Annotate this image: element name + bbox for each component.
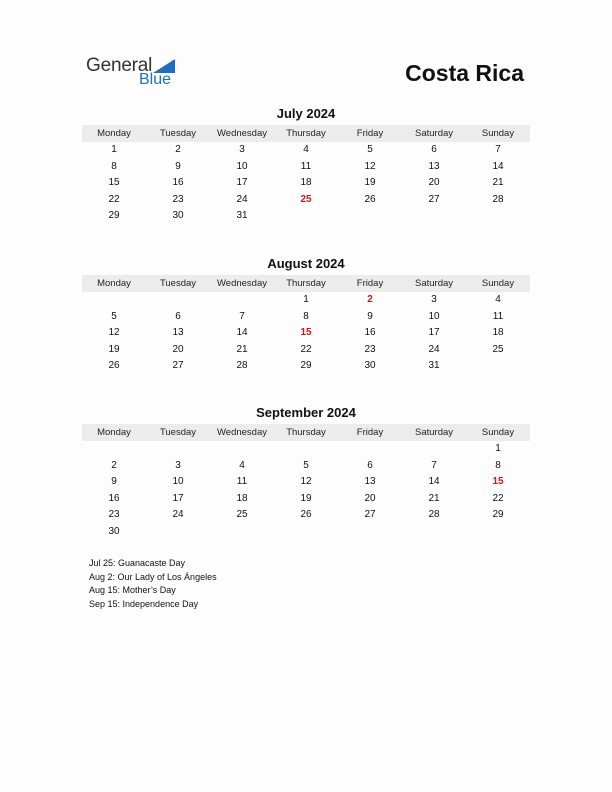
day-cell: 3 bbox=[175, 459, 181, 471]
day-cell: 27 bbox=[428, 193, 440, 205]
day-cell: 13 bbox=[428, 160, 440, 172]
week-row bbox=[82, 175, 530, 192]
weekday-label: Friday bbox=[356, 278, 384, 289]
day-cell: 10 bbox=[236, 160, 248, 172]
day-cell: 9 bbox=[111, 476, 117, 487]
day-cell: 13 bbox=[172, 327, 184, 338]
day-cell: 5 bbox=[111, 310, 117, 322]
week-row bbox=[82, 292, 530, 309]
day-cell: 11 bbox=[492, 310, 504, 322]
day-cell bbox=[146, 441, 210, 458]
day-cell: 6 bbox=[175, 310, 181, 322]
day-cell: 17 bbox=[236, 177, 248, 188]
day-cell: 22 bbox=[108, 193, 120, 205]
day-cell: 24 bbox=[428, 343, 440, 355]
day-cell: 23 bbox=[364, 343, 376, 355]
weekday-label: Friday bbox=[356, 128, 384, 139]
weekday-label: Saturday bbox=[414, 128, 454, 139]
day-cell: 12 bbox=[300, 476, 312, 487]
weekday-label: Thursday bbox=[286, 427, 326, 438]
day-cell: 26 bbox=[300, 509, 312, 520]
day-cell: 26 bbox=[364, 193, 376, 205]
day-cell: 21 bbox=[236, 343, 248, 355]
day-cell: 1 bbox=[111, 144, 117, 155]
weekday-label: Sunday bbox=[481, 278, 515, 289]
day-cell bbox=[274, 441, 338, 458]
day-cell: 22 bbox=[492, 492, 504, 504]
month-title: September 2024 bbox=[256, 405, 356, 420]
month-calendar-july bbox=[82, 106, 530, 225]
day-cell: 29 bbox=[108, 210, 120, 221]
day-cell: 28 bbox=[236, 360, 248, 371]
day-cell: 28 bbox=[428, 509, 440, 520]
day-cell: 19 bbox=[364, 177, 376, 188]
weekday-label: Saturday bbox=[414, 427, 454, 438]
day-cell: 11 bbox=[236, 476, 248, 487]
weekday-label: Sunday bbox=[481, 427, 515, 438]
day-cell bbox=[466, 524, 530, 541]
day-cell: 13 bbox=[364, 476, 376, 487]
holiday-day-cell: 15 bbox=[492, 476, 504, 487]
month-title: August 2024 bbox=[267, 256, 345, 271]
day-cell: 18 bbox=[236, 492, 248, 504]
weekday-header-row bbox=[82, 424, 530, 441]
day-cell: 21 bbox=[492, 177, 504, 188]
day-cell bbox=[82, 441, 146, 458]
day-cell: 23 bbox=[108, 509, 120, 520]
day-cell bbox=[210, 292, 274, 309]
day-cell: 10 bbox=[172, 476, 184, 487]
day-cell: 26 bbox=[108, 360, 120, 371]
week-row bbox=[82, 142, 530, 159]
day-cell: 2 bbox=[111, 459, 117, 471]
day-cell: 9 bbox=[367, 310, 373, 322]
week-row bbox=[82, 309, 530, 326]
day-cell bbox=[338, 524, 402, 541]
day-cell bbox=[210, 441, 274, 458]
day-cell: 18 bbox=[492, 327, 504, 338]
day-cell bbox=[402, 208, 466, 225]
week-row bbox=[82, 474, 530, 491]
day-cell: 7 bbox=[239, 310, 245, 322]
day-cell bbox=[146, 292, 210, 309]
week-row bbox=[82, 208, 530, 225]
weekday-label: Monday bbox=[97, 278, 131, 289]
weekday-label: Wednesday bbox=[217, 278, 267, 289]
day-cell: 31 bbox=[236, 210, 248, 221]
day-cell: 9 bbox=[175, 160, 181, 172]
day-cell: 1 bbox=[495, 443, 501, 454]
day-cell: 29 bbox=[300, 360, 312, 371]
week-row bbox=[82, 358, 530, 375]
day-cell: 14 bbox=[236, 327, 248, 338]
day-cell: 4 bbox=[239, 459, 245, 471]
day-cell: 30 bbox=[364, 360, 376, 371]
week-row bbox=[82, 325, 530, 342]
weekday-label: Wednesday bbox=[217, 427, 267, 438]
day-cell bbox=[146, 524, 210, 541]
weekday-label: Tuesday bbox=[159, 427, 197, 438]
generalblue-logo bbox=[86, 55, 186, 95]
holiday-note: Sep 15: Independence Day bbox=[89, 598, 199, 609]
day-cell: 15 bbox=[108, 177, 120, 188]
day-cell: 31 bbox=[428, 360, 440, 371]
day-cell: 3 bbox=[239, 144, 245, 155]
week-row bbox=[82, 491, 530, 508]
weekday-header-row bbox=[82, 125, 530, 142]
day-cell: 12 bbox=[108, 327, 120, 338]
day-cell bbox=[82, 292, 146, 309]
day-cell: 5 bbox=[367, 144, 373, 155]
day-cell: 16 bbox=[108, 492, 120, 504]
day-cell bbox=[210, 524, 274, 541]
day-cell: 30 bbox=[172, 210, 184, 221]
day-cell: 10 bbox=[428, 310, 440, 322]
day-cell: 22 bbox=[300, 343, 312, 355]
day-cell: 6 bbox=[367, 459, 373, 471]
day-cell: 2 bbox=[175, 144, 181, 155]
day-cell: 1 bbox=[303, 294, 309, 305]
day-cell bbox=[338, 441, 402, 458]
day-cell bbox=[274, 208, 338, 225]
day-cell: 4 bbox=[303, 144, 309, 155]
week-row bbox=[82, 441, 530, 458]
day-cell: 14 bbox=[428, 476, 440, 487]
weekday-label: Friday bbox=[356, 427, 384, 438]
month-title: July 2024 bbox=[276, 106, 336, 121]
day-cell bbox=[402, 524, 466, 541]
week-row bbox=[82, 458, 530, 475]
day-cell: 27 bbox=[172, 360, 184, 371]
holiday-day-cell: 15 bbox=[300, 327, 312, 338]
holiday-notes bbox=[89, 557, 217, 611]
weekday-label: Thursday bbox=[286, 128, 326, 139]
day-cell: 7 bbox=[495, 144, 501, 155]
day-cell bbox=[274, 524, 338, 541]
day-cell: 12 bbox=[364, 160, 376, 172]
weekday-label: Saturday bbox=[414, 278, 454, 289]
day-cell: 28 bbox=[492, 193, 504, 205]
logo-blue-text: Blue bbox=[139, 71, 172, 88]
day-cell bbox=[338, 208, 402, 225]
day-cell: 6 bbox=[431, 144, 437, 155]
weekday-label: Wednesday bbox=[217, 128, 267, 139]
week-row bbox=[82, 507, 530, 524]
day-cell: 24 bbox=[236, 193, 248, 205]
holiday-note: Jul 25: Guanacaste Day bbox=[89, 558, 186, 568]
day-cell bbox=[466, 208, 530, 225]
holiday-note: Aug 15: Mother’s Day bbox=[89, 585, 176, 595]
holiday-note: Aug 2: Our Lady of Los Ángeles bbox=[89, 571, 217, 582]
holiday-day-cell: 2 bbox=[367, 294, 373, 305]
day-cell: 17 bbox=[172, 492, 184, 504]
day-cell: 11 bbox=[300, 160, 312, 172]
country-title: Costa Rica bbox=[405, 60, 524, 86]
week-row bbox=[82, 192, 530, 209]
weekday-label: Sunday bbox=[481, 128, 515, 139]
day-cell: 18 bbox=[300, 177, 312, 188]
day-cell bbox=[402, 441, 466, 458]
weekday-label: Tuesday bbox=[159, 128, 197, 139]
week-row bbox=[82, 524, 530, 541]
day-cell bbox=[466, 358, 530, 375]
day-cell: 16 bbox=[172, 177, 184, 188]
day-cell: 27 bbox=[364, 509, 376, 520]
day-cell: 8 bbox=[303, 310, 309, 322]
day-cell: 21 bbox=[428, 492, 440, 504]
day-cell: 3 bbox=[431, 294, 437, 305]
week-row bbox=[82, 159, 530, 176]
day-cell: 30 bbox=[108, 525, 120, 537]
day-cell: 29 bbox=[492, 509, 504, 520]
day-cell: 20 bbox=[428, 177, 440, 188]
weekday-label: Thursday bbox=[286, 278, 326, 289]
logo-general-text: General bbox=[86, 55, 153, 76]
weekday-label: Monday bbox=[97, 427, 131, 438]
day-cell: 8 bbox=[111, 160, 117, 172]
day-cell: 8 bbox=[495, 459, 501, 471]
day-cell: 20 bbox=[364, 492, 376, 504]
month-calendar-september bbox=[82, 405, 530, 540]
day-cell: 25 bbox=[236, 509, 248, 520]
day-cell: 14 bbox=[492, 160, 504, 172]
day-cell: 25 bbox=[492, 343, 504, 355]
day-cell: 19 bbox=[108, 343, 120, 355]
day-cell: 5 bbox=[303, 459, 309, 471]
day-cell: 20 bbox=[172, 343, 184, 355]
day-cell: 4 bbox=[495, 294, 501, 305]
day-cell: 17 bbox=[428, 327, 440, 338]
week-row bbox=[82, 342, 530, 359]
day-cell: 19 bbox=[300, 492, 312, 504]
day-cell: 24 bbox=[172, 509, 184, 520]
weekday-header-row bbox=[82, 275, 530, 292]
month-calendar-august bbox=[82, 256, 530, 375]
day-cell: 7 bbox=[431, 459, 437, 471]
weekday-label: Monday bbox=[97, 128, 131, 139]
holiday-day-cell: 25 bbox=[300, 193, 312, 205]
day-cell: 16 bbox=[364, 327, 376, 338]
day-cell: 23 bbox=[172, 193, 184, 205]
weekday-label: Tuesday bbox=[159, 278, 197, 289]
